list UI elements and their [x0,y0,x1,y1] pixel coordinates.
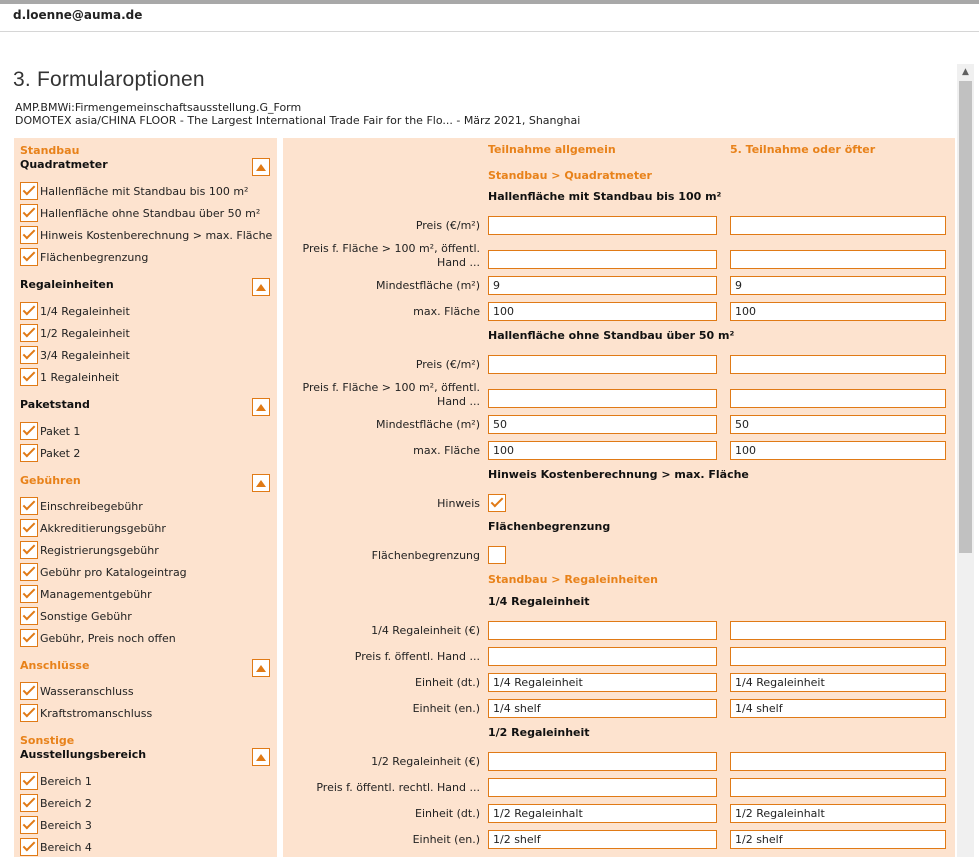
checkbox[interactable] [20,585,38,603]
checkmark-icon [23,608,36,621]
field-label: max. Fläche [413,444,480,457]
field-label: Hinweis [437,497,480,510]
user-email: d.loenne@auma.de [13,8,143,22]
preis-oeffentl-input[interactable] [730,647,946,666]
regaleinheit-price-input[interactable] [730,621,946,640]
preis-oeffentl-input[interactable] [488,389,717,408]
einheit-en-input[interactable]: 1/2 shelf [730,830,946,849]
field-label: Einheit (dt.) [415,807,480,820]
option-item[interactable]: Hallenfläche mit Standbau bis 100 m² [20,181,248,201]
checkbox[interactable] [20,368,38,386]
chevron-up-icon [256,754,266,761]
option-item[interactable]: Einschreibegebühr [20,496,143,516]
checkmark-icon [23,498,36,511]
max-flaeche-input[interactable]: 100 [488,441,717,460]
preis-oeffentl-input[interactable] [488,250,717,269]
collapse-gebuehren-button[interactable] [252,474,270,492]
einheit-dt-input[interactable]: 1/4 Regaleinheit [730,673,946,692]
section-title-quadratmeter: Standbau > Quadratmeter [488,169,652,182]
checkmark-icon [23,520,36,533]
preis-input[interactable] [730,216,946,235]
checkmark-icon [23,705,36,718]
column-header-fifth: 5. Teilnahme oder öfter [730,143,876,156]
preis-oeffentl-input[interactable] [730,778,946,797]
option-item[interactable]: Flächenbegrenzung [20,247,148,267]
option-item[interactable]: 3/4 Regaleinheit [20,345,130,365]
checkbox[interactable] [20,204,38,222]
option-item[interactable]: Paket 2 [20,443,80,463]
checkbox[interactable] [20,302,38,320]
collapse-ausstellungsbereich-button[interactable] [252,748,270,766]
collapse-paketstand-button[interactable] [252,398,270,416]
group-standbau: Standbau [20,144,80,157]
option-item[interactable]: Sonstige Gebühr [20,606,132,626]
checkmark-icon [23,205,36,218]
field-label: Preis (€/m²) [415,219,480,232]
field-label: Preis f. öffentl. rechtl. Hand ... [316,781,480,794]
field-label: Preis (€/m²) [415,358,480,371]
preis-oeffentl-input[interactable] [488,647,717,666]
mindestflaeche-input[interactable]: 50 [488,415,717,434]
header-bar [0,4,979,32]
checkbox[interactable] [20,838,38,856]
form-identifier: AMP.BMWi:Firmengemeinschaftsausstellung.G_Form [15,101,302,114]
option-item[interactable]: Bereich 2 [20,793,92,813]
preis-oeffentl-input[interactable] [730,389,946,408]
option-item[interactable]: Bereich 3 [20,815,92,835]
collapse-quadratmeter-button[interactable] [252,158,270,176]
field-label: Einheit (en.) [412,702,480,715]
options-sidebar [14,138,277,857]
field-label: Preis f. Fläche > 100 m², öffentl. Hand ... [302,242,480,269]
checkmark-icon [23,683,36,696]
option-item[interactable]: 1 Regaleinheit [20,367,119,387]
checkbox[interactable] [20,346,38,364]
mindestflaeche-input[interactable]: 9 [488,276,717,295]
einheit-en-input[interactable]: 1/4 shelf [488,699,717,718]
checkmark-icon [23,369,36,382]
max-flaeche-input[interactable]: 100 [730,441,946,460]
checkmark-icon [23,542,36,555]
scroll-up-arrow-icon[interactable]: ▲ [962,67,969,77]
checkbox[interactable] [20,794,38,812]
option-item[interactable]: Hinweis Kostenberechnung > max. Fläche [20,225,272,245]
field-label: Einheit (en.) [412,833,480,846]
checkbox[interactable] [20,519,38,537]
option-item[interactable]: 1/4 Regaleinheit [20,301,130,321]
option-item[interactable]: Bereich 1 [20,771,92,791]
mindestflaeche-input[interactable]: 9 [730,276,946,295]
group-gebuehren: Gebühren [20,474,81,487]
checkmark-icon [23,249,36,262]
checkmark-icon [23,817,36,830]
column-header-general: Teilnahme allgemein [488,143,616,156]
options-form-panel [283,138,955,857]
section-title-regaleinheiten: Standbau > Regaleinheiten [488,573,658,586]
option-item[interactable]: Wasseranschluss [20,681,134,701]
einheit-en-input[interactable]: 1/2 shelf [488,830,717,849]
preis-oeffentl-input[interactable] [730,250,946,269]
chevron-up-icon [256,480,266,487]
checkbox[interactable] [20,444,38,462]
einheit-en-input[interactable]: 1/4 shelf [730,699,946,718]
option-item[interactable]: Gebühr, Preis noch offen [20,628,176,648]
checkmark-icon [23,445,36,458]
checkmark-icon [23,303,36,316]
option-item[interactable]: Akkreditierungsgebühr [20,518,166,538]
checkmark-icon [23,773,36,786]
collapse-anschluesse-button[interactable] [252,659,270,677]
checkmark-icon [23,839,36,852]
field-label: Mindestfläche (m²) [376,418,480,431]
checkmark-icon [23,586,36,599]
einheit-dt-input[interactable]: 1/2 Regaleinhalt [488,804,717,823]
checkbox[interactable] [20,607,38,625]
checkbox[interactable] [20,226,38,244]
mindestflaeche-input[interactable]: 50 [730,415,946,434]
checkbox[interactable] [20,497,38,515]
max-flaeche-input[interactable]: 100 [488,302,717,321]
checkbox[interactable] [20,324,38,342]
page-title: 3. Formularoptionen [13,68,205,91]
checkbox[interactable] [20,563,38,581]
checkbox[interactable] [20,248,38,266]
option-item[interactable]: Hallenfläche ohne Standbau über 50 m² [20,203,260,223]
flaechenbegrenzung-checkbox[interactable] [488,546,506,564]
option-item[interactable]: Gebühr pro Katalogeintrag [20,562,187,582]
collapse-regaleinheiten-button[interactable] [252,278,270,296]
field-label: Preis f. Fläche > 100 m², öffentl. Hand ... [302,381,480,408]
hinweis-checkbox[interactable] [488,494,506,512]
preis-input[interactable] [730,355,946,374]
checkbox[interactable] [20,422,38,440]
einheit-dt-input[interactable]: 1/4 Regaleinheit [488,673,717,692]
checkbox[interactable] [20,816,38,834]
vertical-scrollbar[interactable] [957,64,974,857]
regaleinheit-price-input[interactable] [488,621,717,640]
subsection-title: Hallenfläche ohne Standbau über 50 m² [488,329,735,342]
field-label: max. Fläche [413,305,480,318]
regaleinheit-price-input[interactable] [730,752,946,771]
field-label: Preis f. öffentl. Hand ... [354,650,480,663]
checkbox[interactable] [20,772,38,790]
subsection-title: 1/2 Regaleinheit [488,726,590,739]
checkbox[interactable] [20,682,38,700]
preis-oeffentl-input[interactable] [488,778,717,797]
subsection-title: 1/4 Regaleinheit [488,595,590,608]
checkmark-icon [491,495,504,508]
checkbox[interactable] [20,182,38,200]
field-label: Flächenbegrenzung [371,549,480,562]
checkmark-icon [23,183,36,196]
section-quadratmeter: Quadratmeter [20,158,108,171]
checkbox[interactable] [20,629,38,647]
checkbox[interactable] [20,704,38,722]
group-anschluesse: Anschlüsse [20,659,90,672]
subsection-title: Hinweis Kostenberechnung > max. Fläche [488,468,749,481]
checkmark-icon [23,325,36,338]
checkbox[interactable] [20,541,38,559]
section-paketstand: Paketstand [20,398,90,411]
option-item[interactable]: Paket 1 [20,421,80,441]
preis-input[interactable] [488,355,717,374]
checkmark-icon [23,564,36,577]
field-label: 1/2 Regaleinheit (€) [371,755,480,768]
scroll-thumb[interactable] [959,81,972,553]
event-description: DOMOTEX asia/CHINA FLOOR - The Largest International Trade Fair for the Flo... - März 2021, Shanghai [15,114,581,127]
checkmark-icon [23,227,36,240]
checkmark-icon [23,423,36,436]
max-flaeche-input[interactable]: 100 [730,302,946,321]
section-regaleinheiten: Regaleinheiten [20,278,114,291]
checkmark-icon [23,630,36,643]
regaleinheit-price-input[interactable] [488,752,717,771]
option-item[interactable]: Registrierungsgebühr [20,540,159,560]
chevron-up-icon [256,164,266,171]
option-item[interactable]: Kraftstromanschluss [20,703,152,723]
chevron-up-icon [256,284,266,291]
subsection-title: Flächenbegrenzung [488,520,611,533]
field-label: Einheit (dt.) [415,676,480,689]
field-label: 1/4 Regaleinheit (€) [371,624,480,637]
preis-input[interactable] [488,216,717,235]
option-item[interactable]: 1/2 Regaleinheit [20,323,130,343]
field-label: Mindestfläche (m²) [376,279,480,292]
chevron-up-icon [256,404,266,411]
einheit-dt-input[interactable]: 1/2 Regaleinhalt [730,804,946,823]
chevron-up-icon [256,665,266,672]
checkmark-icon [23,347,36,360]
section-ausstellungsbereich: Ausstellungsbereich [20,748,147,761]
checkmark-icon [23,795,36,808]
group-sonstige: Sonstige [20,734,75,747]
option-item[interactable]: Managementgebühr [20,584,152,604]
subsection-title: Hallenfläche mit Standbau bis 100 m² [488,190,722,203]
option-item[interactable]: Bereich 4 [20,837,92,857]
